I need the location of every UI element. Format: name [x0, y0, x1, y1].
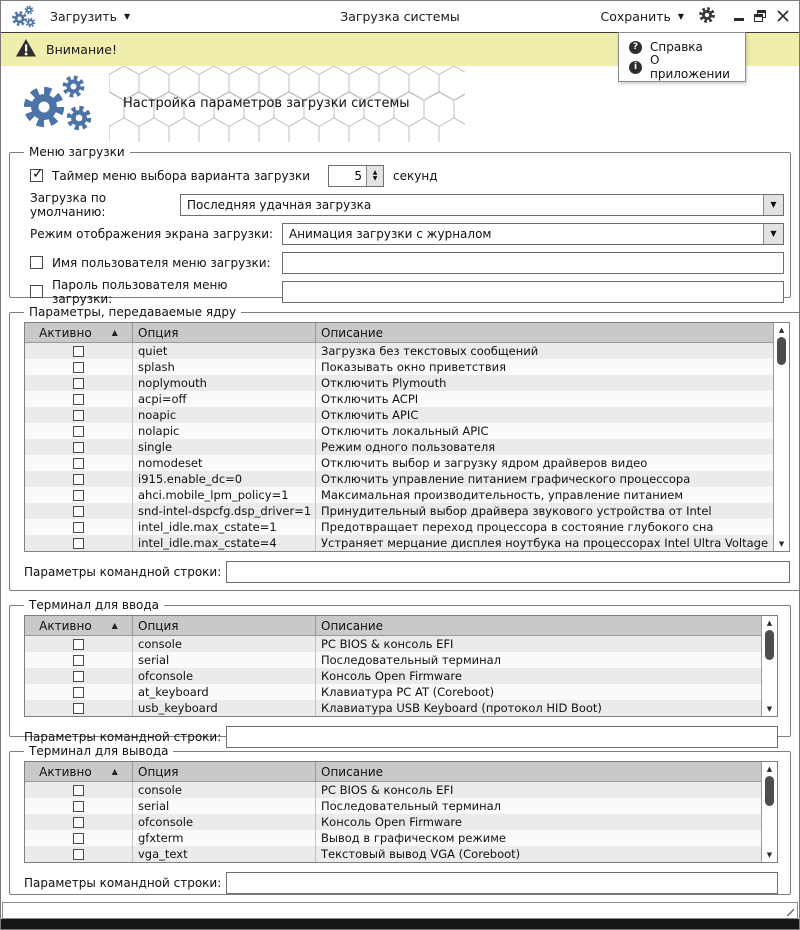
- row-active-checkbox[interactable]: [73, 410, 84, 421]
- row-active-checkbox[interactable]: [73, 639, 84, 650]
- row-active-cell: [25, 391, 133, 407]
- status-bar: [2, 902, 798, 919]
- menu-item-about-label: О приложении: [650, 53, 730, 81]
- warning-icon: [15, 38, 37, 62]
- row-option-cell[interactable]: ofconsole: [133, 668, 316, 684]
- combo-arrow-icon[interactable]: ▼: [763, 195, 783, 215]
- default-boot-combobox[interactable]: [180, 194, 784, 216]
- scroll-up-icon[interactable]: ▲: [766, 765, 773, 773]
- row-active-checkbox[interactable]: [73, 538, 84, 549]
- scroll-down-icon[interactable]: ▼: [778, 540, 785, 548]
- row-option-cell[interactable]: intel_idle.max_cstate=1: [133, 519, 316, 535]
- kernel-cmdline-input[interactable]: [226, 561, 790, 583]
- row-active-checkbox[interactable]: [73, 833, 84, 844]
- timer-row: [16, 161, 784, 190]
- row-option-cell[interactable]: acpi=off: [133, 391, 316, 407]
- close-icon[interactable]: [777, 7, 789, 26]
- row-option-cell[interactable]: usb_keyboard: [133, 700, 316, 716]
- password-checkbox[interactable]: [30, 285, 43, 298]
- restore-icon[interactable]: [754, 7, 767, 26]
- row-active-checkbox[interactable]: [73, 362, 84, 373]
- scroll-up-icon[interactable]: ▲: [778, 326, 785, 334]
- username-label: Имя пользователя меню загрузки:: [52, 255, 271, 270]
- row-active-checkbox[interactable]: [73, 703, 84, 714]
- row-active-checkbox[interactable]: [73, 655, 84, 666]
- row-active-cell: [25, 782, 133, 798]
- row-active-checkbox[interactable]: [73, 785, 84, 796]
- row-active-cell: [25, 455, 133, 471]
- table-row: [25, 455, 773, 471]
- row-description-cell[interactable]: Отключить Plymouth: [321, 376, 447, 390]
- row-description-cell[interactable]: Показывать окно приветствия: [321, 360, 507, 374]
- column-header-option[interactable]: Опция: [133, 616, 316, 635]
- row-description-cell[interactable]: PC BIOS & консоль EFI: [321, 637, 454, 651]
- table-row: [25, 782, 761, 798]
- row-description-cell[interactable]: Клавиатура PC AT (Coreboot): [321, 685, 495, 699]
- row-option-cell[interactable]: quiet: [133, 343, 316, 359]
- default-boot-selected: Последняя удачная загрузка: [187, 197, 372, 212]
- bottom-edge-bar: [1, 919, 799, 929]
- spinner-arrows-icon[interactable]: ▲ ▼: [366, 166, 383, 186]
- resize-grip[interactable]: [783, 905, 794, 916]
- kernel-params-legend: Параметры, передаваемые ядру: [29, 305, 237, 319]
- toolbar: [1, 1, 799, 33]
- column-header-option[interactable]: Опция: [133, 323, 316, 342]
- load-button[interactable]: [50, 9, 130, 24]
- row-active-cell: [25, 700, 133, 716]
- output-terminal-cmdline-input[interactable]: [226, 872, 778, 894]
- row-active-cell: [25, 652, 133, 668]
- save-button-label: Сохранить: [600, 9, 671, 24]
- column-header-active[interactable]: Активно ▲: [25, 323, 133, 342]
- table-row: [25, 343, 773, 359]
- row-description-cell[interactable]: Текстовый вывод VGA (Coreboot): [321, 847, 521, 861]
- row-description-cell[interactable]: PC BIOS & консоль EFI: [321, 783, 454, 797]
- row-active-checkbox[interactable]: [73, 458, 84, 469]
- row-active-cell: [25, 519, 133, 535]
- output-terminal-legend: Терминал для вывода: [29, 744, 169, 758]
- app-gears-icon: [11, 5, 38, 29]
- row-option-cell[interactable]: serial: [133, 652, 316, 668]
- table-row: [25, 700, 761, 716]
- menu-item-about[interactable]: [619, 53, 745, 81]
- kernel-params-group: [9, 305, 800, 591]
- app-dropdown-menu: [618, 32, 746, 82]
- row-description-cell[interactable]: Принудительный выбор драйвера звукового устройства от Intel: [321, 504, 712, 518]
- boot-menu-group: [9, 145, 791, 306]
- info-circle-icon: i: [629, 61, 642, 74]
- menu-item-help-label: Справка: [650, 40, 703, 54]
- table-row: [25, 814, 761, 830]
- table-rows: [25, 782, 761, 862]
- column-header-active[interactable]: Активно ▲: [25, 616, 133, 635]
- row-description-cell[interactable]: Клавиатура USB Keyboard (протокол HID Boot): [321, 701, 602, 715]
- row-option-cell[interactable]: noapic: [133, 407, 316, 423]
- row-active-checkbox[interactable]: [73, 687, 84, 698]
- row-active-cell: [25, 407, 133, 423]
- save-button[interactable]: [601, 9, 684, 24]
- default-boot-label: Загрузка по умолчанию:: [30, 190, 107, 219]
- row-active-cell: [25, 503, 133, 519]
- row-option-cell[interactable]: snd-intel-dspcfg.dsp_driver=1: [133, 503, 316, 519]
- question-circle-icon: ?: [629, 41, 642, 54]
- sort-asc-icon: ▲: [111, 621, 118, 630]
- timer-unit-label: секунд: [393, 168, 438, 183]
- row-active-cell: [25, 684, 133, 700]
- combo-arrow-icon[interactable]: ▼: [763, 224, 783, 244]
- row-active-checkbox[interactable]: [73, 849, 84, 860]
- table-rows: [25, 343, 773, 551]
- scroll-down-icon[interactable]: ▼: [766, 705, 773, 713]
- row-option-cell[interactable]: gfxterm: [133, 830, 316, 846]
- sort-asc-icon: ▲: [111, 328, 118, 337]
- table-row: [25, 439, 773, 455]
- table-row: [25, 830, 761, 846]
- table-row: [25, 668, 761, 684]
- row-description-cell[interactable]: Максимальная производительность, управление питанием: [321, 488, 684, 502]
- row-description-cell[interactable]: Консоль Open Firmware: [321, 815, 462, 829]
- vertical-scrollbar[interactable]: [761, 616, 777, 716]
- username-checkbox[interactable]: [30, 256, 43, 269]
- boot-menu-legend: Меню загрузки: [29, 145, 125, 159]
- row-description-cell[interactable]: Отключить ACPI: [321, 392, 419, 406]
- row-active-cell: [25, 636, 133, 652]
- row-active-checkbox[interactable]: [73, 801, 84, 812]
- row-description-cell[interactable]: Загрузка без текстовых сообщений: [321, 344, 539, 358]
- row-active-cell: [25, 830, 133, 846]
- row-active-cell: [25, 471, 133, 487]
- output-terminal-cmdline-label: Параметры командной строки:: [24, 876, 222, 890]
- row-option-cell[interactable]: console: [133, 636, 316, 652]
- table-header: [25, 762, 761, 782]
- row-active-checkbox[interactable]: [73, 378, 84, 389]
- row-description-cell[interactable]: Вывод в графическом режиме: [321, 831, 506, 845]
- scroll-down-icon[interactable]: ▼: [766, 851, 773, 859]
- row-option-cell[interactable]: nolapic: [133, 423, 316, 439]
- output-terminal-group: [9, 744, 791, 895]
- table-row: [25, 652, 761, 668]
- table-row: [25, 535, 773, 551]
- table-row: [25, 423, 773, 439]
- row-active-checkbox[interactable]: [73, 506, 84, 517]
- row-option-cell[interactable]: console: [133, 782, 316, 798]
- table-row: [25, 846, 761, 862]
- output-terminal-table: [24, 761, 778, 863]
- row-option-cell[interactable]: i915.enable_dc=0: [133, 471, 316, 487]
- table-row: [25, 375, 773, 391]
- row-active-cell: [25, 535, 133, 551]
- row-active-checkbox[interactable]: [73, 394, 84, 405]
- password-row: [16, 277, 784, 306]
- row-active-checkbox[interactable]: [73, 474, 84, 485]
- row-active-cell: [25, 359, 133, 375]
- scrollbar-thumb[interactable]: [765, 776, 774, 806]
- sort-asc-icon: ▲: [111, 767, 118, 776]
- row-option-cell[interactable]: single: [133, 439, 316, 455]
- table-row: [25, 391, 773, 407]
- row-option-cell[interactable]: serial: [133, 798, 316, 814]
- row-active-cell: [25, 814, 133, 830]
- table-row: [25, 798, 761, 814]
- input-terminal-legend: Терминал для ввода: [29, 598, 160, 612]
- row-description-cell[interactable]: Отключить APIC: [321, 408, 419, 422]
- username-input[interactable]: [282, 252, 784, 274]
- chevron-down-icon: ▼: [677, 12, 684, 21]
- row-active-cell: [25, 487, 133, 503]
- row-option-cell[interactable]: ahci.mobile_lpm_policy=1: [133, 487, 316, 503]
- row-active-checkbox[interactable]: [73, 671, 84, 682]
- table-row: [25, 487, 773, 503]
- timer-checkbox[interactable]: [30, 169, 43, 182]
- row-option-cell[interactable]: noplymouth: [133, 375, 316, 391]
- row-description-cell[interactable]: Отключить локальный APIC: [321, 424, 489, 438]
- password-label: Пароль пользователя меню загрузки:: [52, 277, 228, 306]
- table-row: [25, 471, 773, 487]
- username-row: [16, 248, 784, 277]
- column-header-option[interactable]: Опция: [133, 762, 316, 781]
- vertical-scrollbar[interactable]: [773, 323, 789, 551]
- row-active-cell: [25, 375, 133, 391]
- row-description-cell[interactable]: Отключить управление питанием графического процессора: [321, 472, 691, 486]
- kernel-params-table: [24, 322, 790, 552]
- table-row: [25, 636, 761, 652]
- vertical-scrollbar[interactable]: [761, 762, 777, 862]
- password-input[interactable]: [282, 281, 784, 303]
- timer-spinbox: [328, 165, 384, 187]
- table-header: [25, 616, 761, 636]
- scrollbar-thumb[interactable]: [765, 630, 774, 660]
- table-row: [25, 503, 773, 519]
- row-description-cell[interactable]: Предотвращает переход процессора в состояние глубокого сна: [321, 520, 714, 534]
- scrollbar-thumb[interactable]: [777, 337, 786, 365]
- table-row: [25, 407, 773, 423]
- row-active-checkbox[interactable]: [73, 426, 84, 437]
- row-active-cell: [25, 439, 133, 455]
- table-rows: [25, 636, 761, 716]
- row-option-cell[interactable]: ofconsole: [133, 814, 316, 830]
- row-description-cell[interactable]: Последовательный терминал: [321, 799, 502, 813]
- table-row: [25, 359, 773, 375]
- column-header-description[interactable]: Описание: [321, 618, 384, 633]
- screen-mode-combobox[interactable]: [282, 223, 784, 245]
- column-header-description[interactable]: Описание: [321, 325, 384, 340]
- column-header-description[interactable]: Описание: [321, 764, 384, 779]
- row-description-cell[interactable]: Режим одного пользователя: [321, 440, 496, 454]
- timer-value-input[interactable]: [329, 166, 366, 186]
- page-title: Настройка параметров загрузки системы: [123, 96, 410, 111]
- default-boot-row: [16, 190, 784, 219]
- table-row: [25, 684, 761, 700]
- input-terminal-table: [24, 615, 778, 717]
- row-active-checkbox[interactable]: [73, 346, 84, 357]
- timer-label: Таймер меню выбора варианта загрузки: [52, 168, 311, 183]
- row-option-cell[interactable]: splash: [133, 359, 316, 375]
- warning-text: Внимание!: [46, 42, 117, 57]
- row-active-checkbox[interactable]: [73, 490, 84, 501]
- row-active-checkbox[interactable]: [73, 817, 84, 828]
- load-button-label: Загрузить: [50, 9, 117, 24]
- row-active-cell: [25, 423, 133, 439]
- kernel-cmdline-label: Параметры командной строки:: [24, 565, 222, 579]
- settings-gear-icon[interactable]: [698, 6, 716, 28]
- input-terminal-group: [9, 598, 791, 744]
- row-active-checkbox[interactable]: [73, 522, 84, 533]
- input-terminal-cmdline-label: Параметры командной строки:: [24, 730, 222, 744]
- row-description-cell[interactable]: Отключить выбор и загрузку ядром драйверов видео: [321, 456, 648, 470]
- screen-mode-selected: Анимация загрузки с журналом: [289, 226, 492, 241]
- row-active-checkbox[interactable]: [73, 442, 84, 453]
- chevron-down-icon: ▼: [124, 12, 131, 21]
- window-title: Загрузка системы: [340, 9, 460, 24]
- screen-mode-row: [16, 219, 784, 248]
- row-option-cell[interactable]: at_keyboard: [133, 684, 316, 700]
- screen-mode-label: Режим отображения экрана загрузки:: [30, 226, 274, 241]
- minimize-icon[interactable]: [734, 18, 744, 21]
- app-logo-gears-icon: [21, 74, 109, 140]
- output-terminal-cmdline-row: [24, 872, 778, 894]
- row-description-cell[interactable]: Устраняет мерцание дисплея ноутбука на процессорах Intel Ultra Voltage: [321, 536, 769, 550]
- table-row: [25, 519, 773, 535]
- row-option-cell[interactable]: vga_text: [133, 846, 316, 862]
- kernel-cmdline-row: [24, 561, 790, 583]
- row-option-cell[interactable]: intel_idle.max_cstate=4: [133, 535, 316, 551]
- scroll-up-icon[interactable]: ▲: [766, 619, 773, 627]
- row-active-cell: [25, 668, 133, 684]
- row-active-cell: [25, 846, 133, 862]
- row-description-cell[interactable]: Консоль Open Firmware: [321, 669, 462, 683]
- row-active-cell: [25, 343, 133, 359]
- row-option-cell[interactable]: nomodeset: [133, 455, 316, 471]
- row-active-cell: [25, 798, 133, 814]
- table-header: [25, 323, 773, 343]
- column-header-active[interactable]: Активно ▲: [25, 762, 133, 781]
- row-description-cell[interactable]: Последовательный терминал: [321, 653, 502, 667]
